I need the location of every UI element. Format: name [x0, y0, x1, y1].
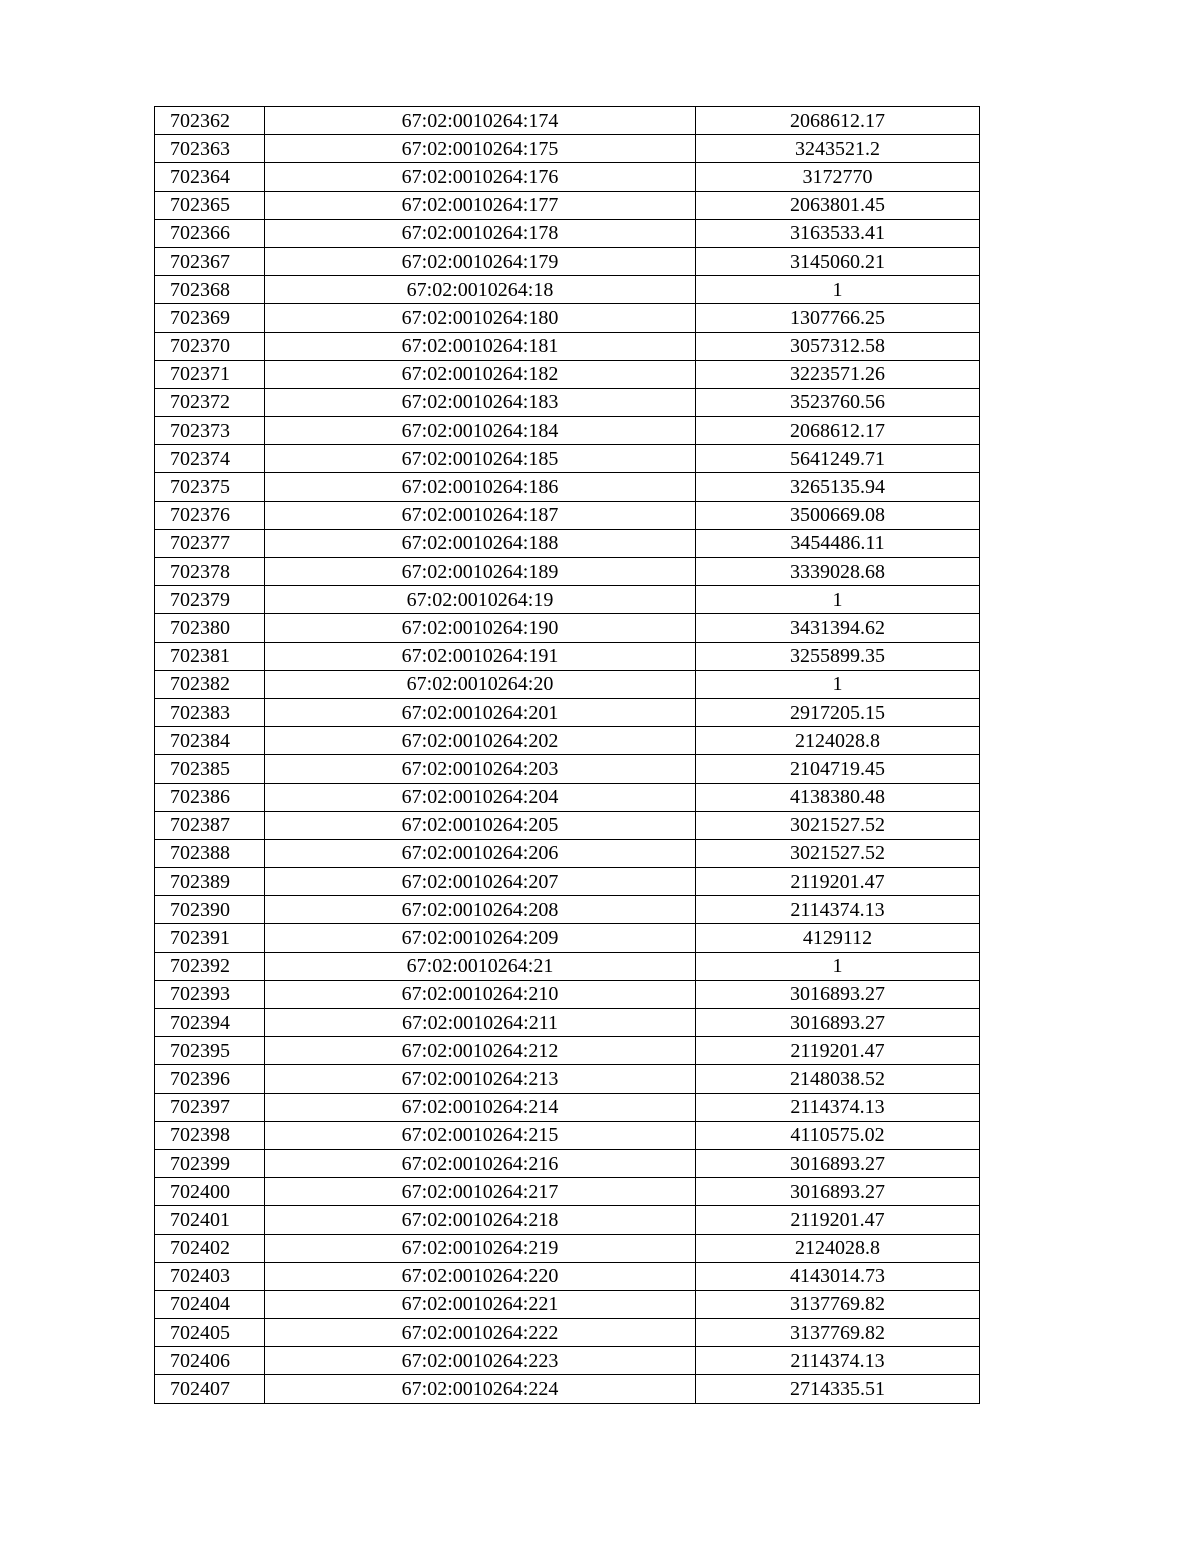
table-row: [155, 163, 980, 191]
row-number-cell: 702401: [155, 1206, 265, 1234]
value-cell: 2063801.45: [696, 191, 980, 219]
cadastral-number-cell: 67:02:0010264:203: [265, 755, 696, 783]
table-row: [155, 1234, 980, 1262]
value-cell: 1: [696, 586, 980, 614]
value-cell: 2119201.47: [696, 1037, 980, 1065]
cadastral-table: [154, 106, 980, 1404]
row-number-cell: 702387: [155, 811, 265, 839]
row-number-cell: 702404: [155, 1290, 265, 1318]
row-number-cell: 702396: [155, 1065, 265, 1093]
cadastral-number-cell: 67:02:0010264:206: [265, 839, 696, 867]
value-cell: 3016893.27: [696, 1178, 980, 1206]
cadastral-number-cell: 67:02:0010264:212: [265, 1037, 696, 1065]
cadastral-number-cell: 67:02:0010264:202: [265, 727, 696, 755]
cadastral-number-cell: 67:02:0010264:174: [265, 107, 696, 135]
row-number-cell: 702384: [155, 727, 265, 755]
value-cell: 3137769.82: [696, 1319, 980, 1347]
row-number-cell: 702392: [155, 952, 265, 980]
table-row: [155, 501, 980, 529]
table-row: [155, 924, 980, 952]
row-number-cell: 702391: [155, 924, 265, 952]
cadastral-number-cell: 67:02:0010264:218: [265, 1206, 696, 1234]
table-row: [155, 360, 980, 388]
cadastral-number-cell: 67:02:0010264:181: [265, 332, 696, 360]
row-number-cell: 702405: [155, 1319, 265, 1347]
value-cell: 2119201.47: [696, 868, 980, 896]
table-row: [155, 135, 980, 163]
row-number-cell: 702394: [155, 1009, 265, 1037]
value-cell: 2124028.8: [696, 1234, 980, 1262]
value-cell: 3016893.27: [696, 1009, 980, 1037]
value-cell: 1: [696, 670, 980, 698]
table-row: [155, 107, 980, 135]
cadastral-number-cell: 67:02:0010264:183: [265, 388, 696, 416]
cadastral-number-cell: 67:02:0010264:207: [265, 868, 696, 896]
cadastral-number-cell: 67:02:0010264:20: [265, 670, 696, 698]
table-row: [155, 247, 980, 275]
value-cell: 3021527.52: [696, 839, 980, 867]
cadastral-number-cell: 67:02:0010264:215: [265, 1121, 696, 1149]
row-number-cell: 702388: [155, 839, 265, 867]
table-row: [155, 1149, 980, 1177]
value-cell: 3016893.27: [696, 1149, 980, 1177]
value-cell: 4129112: [696, 924, 980, 952]
table-row: [155, 332, 980, 360]
row-number-cell: 702373: [155, 417, 265, 445]
row-number-cell: 702377: [155, 529, 265, 557]
table-body: [155, 107, 980, 1404]
table-row: [155, 417, 980, 445]
row-number-cell: 702386: [155, 783, 265, 811]
cadastral-number-cell: 67:02:0010264:201: [265, 698, 696, 726]
value-cell: 3431394.62: [696, 614, 980, 642]
row-number-cell: 702376: [155, 501, 265, 529]
table-row: [155, 868, 980, 896]
table-row: [155, 783, 980, 811]
table-row: [155, 529, 980, 557]
row-number-cell: 702364: [155, 163, 265, 191]
table-row: [155, 586, 980, 614]
value-cell: 5641249.71: [696, 445, 980, 473]
table-row: [155, 952, 980, 980]
value-cell: 1: [696, 952, 980, 980]
row-number-cell: 702368: [155, 276, 265, 304]
row-number-cell: 702380: [155, 614, 265, 642]
value-cell: 2148038.52: [696, 1065, 980, 1093]
row-number-cell: 702378: [155, 558, 265, 586]
cadastral-number-cell: 67:02:0010264:177: [265, 191, 696, 219]
value-cell: 3172770: [696, 163, 980, 191]
row-number-cell: 702406: [155, 1347, 265, 1375]
row-number-cell: 702369: [155, 304, 265, 332]
table-row: [155, 980, 980, 1008]
cadastral-number-cell: 67:02:0010264:217: [265, 1178, 696, 1206]
row-number-cell: 702363: [155, 135, 265, 163]
value-cell: 3021527.52: [696, 811, 980, 839]
table-row: [155, 727, 980, 755]
table-row: [155, 1206, 980, 1234]
table-row: [155, 473, 980, 501]
row-number-cell: 702375: [155, 473, 265, 501]
cadastral-number-cell: 67:02:0010264:210: [265, 980, 696, 1008]
row-number-cell: 702371: [155, 360, 265, 388]
row-number-cell: 702382: [155, 670, 265, 698]
table-row: [155, 1093, 980, 1121]
cadastral-number-cell: 67:02:0010264:219: [265, 1234, 696, 1262]
value-cell: 4143014.73: [696, 1262, 980, 1290]
cadastral-number-cell: 67:02:0010264:182: [265, 360, 696, 388]
row-number-cell: 702399: [155, 1149, 265, 1177]
value-cell: 2114374.13: [696, 1347, 980, 1375]
table-row: [155, 614, 980, 642]
value-cell: 1: [696, 276, 980, 304]
row-number-cell: 702407: [155, 1375, 265, 1403]
table-row: [155, 558, 980, 586]
row-number-cell: 702374: [155, 445, 265, 473]
table-row: [155, 670, 980, 698]
value-cell: 3016893.27: [696, 980, 980, 1008]
row-number-cell: 702366: [155, 219, 265, 247]
value-cell: 2068612.17: [696, 417, 980, 445]
cadastral-number-cell: 67:02:0010264:204: [265, 783, 696, 811]
cadastral-number-cell: 67:02:0010264:189: [265, 558, 696, 586]
cadastral-number-cell: 67:02:0010264:190: [265, 614, 696, 642]
row-number-cell: 702395: [155, 1037, 265, 1065]
cadastral-number-cell: 67:02:0010264:18: [265, 276, 696, 304]
table-row: [155, 388, 980, 416]
table-row: [155, 1347, 980, 1375]
table-row: [155, 191, 980, 219]
cadastral-number-cell: 67:02:0010264:191: [265, 642, 696, 670]
cadastral-number-cell: 67:02:0010264:224: [265, 1375, 696, 1403]
row-number-cell: 702370: [155, 332, 265, 360]
value-cell: 3137769.82: [696, 1290, 980, 1318]
table-row: [155, 304, 980, 332]
cadastral-number-cell: 67:02:0010264:222: [265, 1319, 696, 1347]
table-row: [155, 811, 980, 839]
row-number-cell: 702389: [155, 868, 265, 896]
row-number-cell: 702379: [155, 586, 265, 614]
row-number-cell: 702372: [155, 388, 265, 416]
value-cell: 2917205.15: [696, 698, 980, 726]
cadastral-number-cell: 67:02:0010264:216: [265, 1149, 696, 1177]
cadastral-number-cell: 67:02:0010264:214: [265, 1093, 696, 1121]
table-row: [155, 896, 980, 924]
value-cell: 3255899.35: [696, 642, 980, 670]
cadastral-number-cell: 67:02:0010264:185: [265, 445, 696, 473]
cadastral-number-cell: 67:02:0010264:187: [265, 501, 696, 529]
row-number-cell: 702403: [155, 1262, 265, 1290]
cadastral-number-cell: 67:02:0010264:175: [265, 135, 696, 163]
row-number-cell: 702381: [155, 642, 265, 670]
row-number-cell: 702365: [155, 191, 265, 219]
row-number-cell: 702393: [155, 980, 265, 1008]
value-cell: 2104719.45: [696, 755, 980, 783]
value-cell: 3454486.11: [696, 529, 980, 557]
row-number-cell: 702362: [155, 107, 265, 135]
value-cell: 2114374.13: [696, 1093, 980, 1121]
value-cell: 3265135.94: [696, 473, 980, 501]
row-number-cell: 702367: [155, 247, 265, 275]
table-row: [155, 276, 980, 304]
table-row: [155, 1375, 980, 1403]
value-cell: 3500669.08: [696, 501, 980, 529]
cadastral-number-cell: 67:02:0010264:211: [265, 1009, 696, 1037]
cadastral-number-cell: 67:02:0010264:180: [265, 304, 696, 332]
cadastral-number-cell: 67:02:0010264:184: [265, 417, 696, 445]
cadastral-number-cell: 67:02:0010264:221: [265, 1290, 696, 1318]
table-row: [155, 1065, 980, 1093]
value-cell: 3339028.68: [696, 558, 980, 586]
value-cell: 4138380.48: [696, 783, 980, 811]
cadastral-number-cell: 67:02:0010264:205: [265, 811, 696, 839]
value-cell: 2114374.13: [696, 896, 980, 924]
value-cell: 3523760.56: [696, 388, 980, 416]
value-cell: 2119201.47: [696, 1206, 980, 1234]
table-row: [155, 445, 980, 473]
table-row: [155, 1178, 980, 1206]
value-cell: 3057312.58: [696, 332, 980, 360]
table-row: [155, 1009, 980, 1037]
cadastral-number-cell: 67:02:0010264:179: [265, 247, 696, 275]
cadastral-number-cell: 67:02:0010264:220: [265, 1262, 696, 1290]
row-number-cell: 702400: [155, 1178, 265, 1206]
cadastral-number-cell: 67:02:0010264:186: [265, 473, 696, 501]
value-cell: 2124028.8: [696, 727, 980, 755]
value-cell: 4110575.02: [696, 1121, 980, 1149]
table-row: [155, 1319, 980, 1347]
row-number-cell: 702398: [155, 1121, 265, 1149]
cadastral-number-cell: 67:02:0010264:178: [265, 219, 696, 247]
table-row: [155, 1037, 980, 1065]
cadastral-number-cell: 67:02:0010264:176: [265, 163, 696, 191]
table-row: [155, 698, 980, 726]
value-cell: 2714335.51: [696, 1375, 980, 1403]
value-cell: 3145060.21: [696, 247, 980, 275]
cadastral-number-cell: 67:02:0010264:213: [265, 1065, 696, 1093]
cadastral-number-cell: 67:02:0010264:209: [265, 924, 696, 952]
value-cell: 2068612.17: [696, 107, 980, 135]
cadastral-number-cell: 67:02:0010264:19: [265, 586, 696, 614]
cadastral-number-cell: 67:02:0010264:188: [265, 529, 696, 557]
cadastral-number-cell: 67:02:0010264:223: [265, 1347, 696, 1375]
row-number-cell: 702390: [155, 896, 265, 924]
table-row: [155, 1290, 980, 1318]
row-number-cell: 702383: [155, 698, 265, 726]
table-row: [155, 839, 980, 867]
cadastral-number-cell: 67:02:0010264:208: [265, 896, 696, 924]
value-cell: 3163533.41: [696, 219, 980, 247]
table-row: [155, 1262, 980, 1290]
table-row: [155, 642, 980, 670]
row-number-cell: 702397: [155, 1093, 265, 1121]
value-cell: 3223571.26: [696, 360, 980, 388]
row-number-cell: 702402: [155, 1234, 265, 1262]
table-row: [155, 219, 980, 247]
cadastral-number-cell: 67:02:0010264:21: [265, 952, 696, 980]
row-number-cell: 702385: [155, 755, 265, 783]
table-row: [155, 1121, 980, 1149]
value-cell: 3243521.2: [696, 135, 980, 163]
value-cell: 1307766.25: [696, 304, 980, 332]
table-row: [155, 755, 980, 783]
